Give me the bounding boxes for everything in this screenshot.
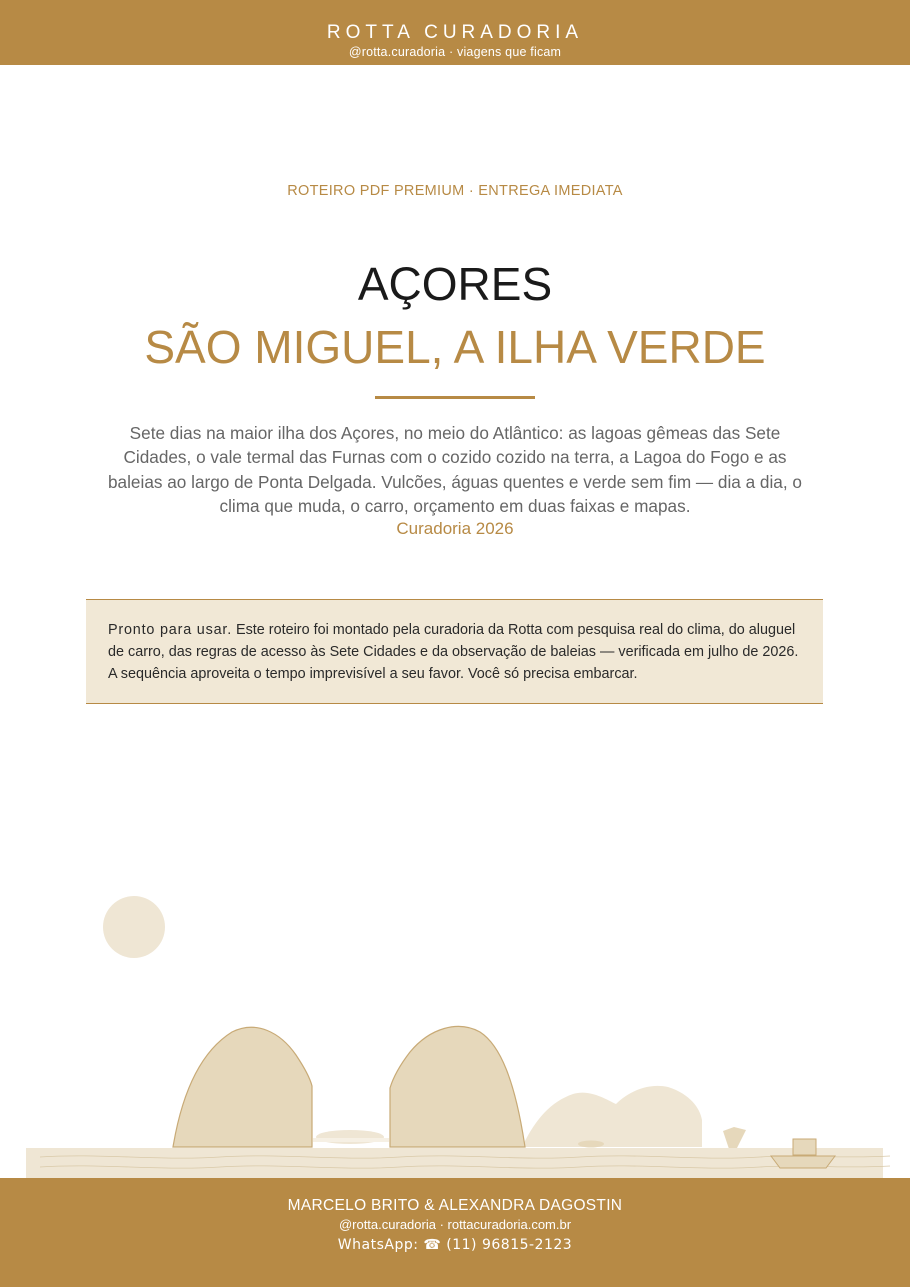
notice-body: Este roteiro foi montado pela curadoria da Rotta com pesquisa real do clima, do aluguel de carro, das regras de acesso às Sete Cidades e da observação de baleias — verificada em julho de 2026. A sequência aproveita o tempo imprevisível a seu favor. Você só precisa embarcar. [108, 622, 799, 682]
intro-paragraph: Sete dias na maior ilha dos Açores, no meio do Atlântico: as lagoas gêmeas das Sete Cidades, o vale termal das Furnas com o cozido cozido na terra, a Lagoa do Fogo e as baleias ao largo de Ponta Delgada. Vulcões, águas quentes e verde sem fim — dia a dia, o clima que muda, o carro, orçamento em duas faixas e mapas. [108, 423, 802, 516]
boat-cabin-icon [793, 1139, 816, 1155]
rock-icon [578, 1141, 604, 1148]
brand-handle: @rotta.curadoria · viagens que ficam [348, 45, 562, 59]
ready-notice [86, 599, 823, 704]
sun-icon [103, 896, 165, 958]
notice-lead: Pronto para usar. [108, 622, 232, 638]
green-hills-icon [522, 1086, 702, 1147]
ocean-band [26, 1148, 883, 1178]
page-subtitle: SÃO MIGUEL, A ILHA VERDE [144, 321, 766, 373]
footer-contacts: @rotta.curadoria · rottacuradoria.com.br [338, 1217, 572, 1232]
title-divider [375, 396, 535, 399]
header-bar [0, 0, 910, 65]
footer-whatsapp: WhatsApp: ☎ (11) 96815-2123 [337, 1237, 573, 1253]
page-title: AÇORES [357, 258, 553, 310]
volcano-right-icon [390, 1026, 525, 1147]
landscape-illustration [0, 880, 910, 1180]
cover-eyebrow: ROTEIRO PDF PREMIUM · ENTREGA IMEDIATA [287, 183, 623, 199]
brand-name: ROTTA CURADORIA [326, 22, 584, 43]
boat-icon [771, 1156, 835, 1168]
volcano-left-icon [173, 1027, 312, 1147]
footer-authors: MARCELO BRITO & ALEXANDRA DAGOSTIN [287, 1197, 623, 1214]
footer-bar [0, 1178, 910, 1287]
edition-label: Curadoria 2026 [396, 519, 514, 538]
